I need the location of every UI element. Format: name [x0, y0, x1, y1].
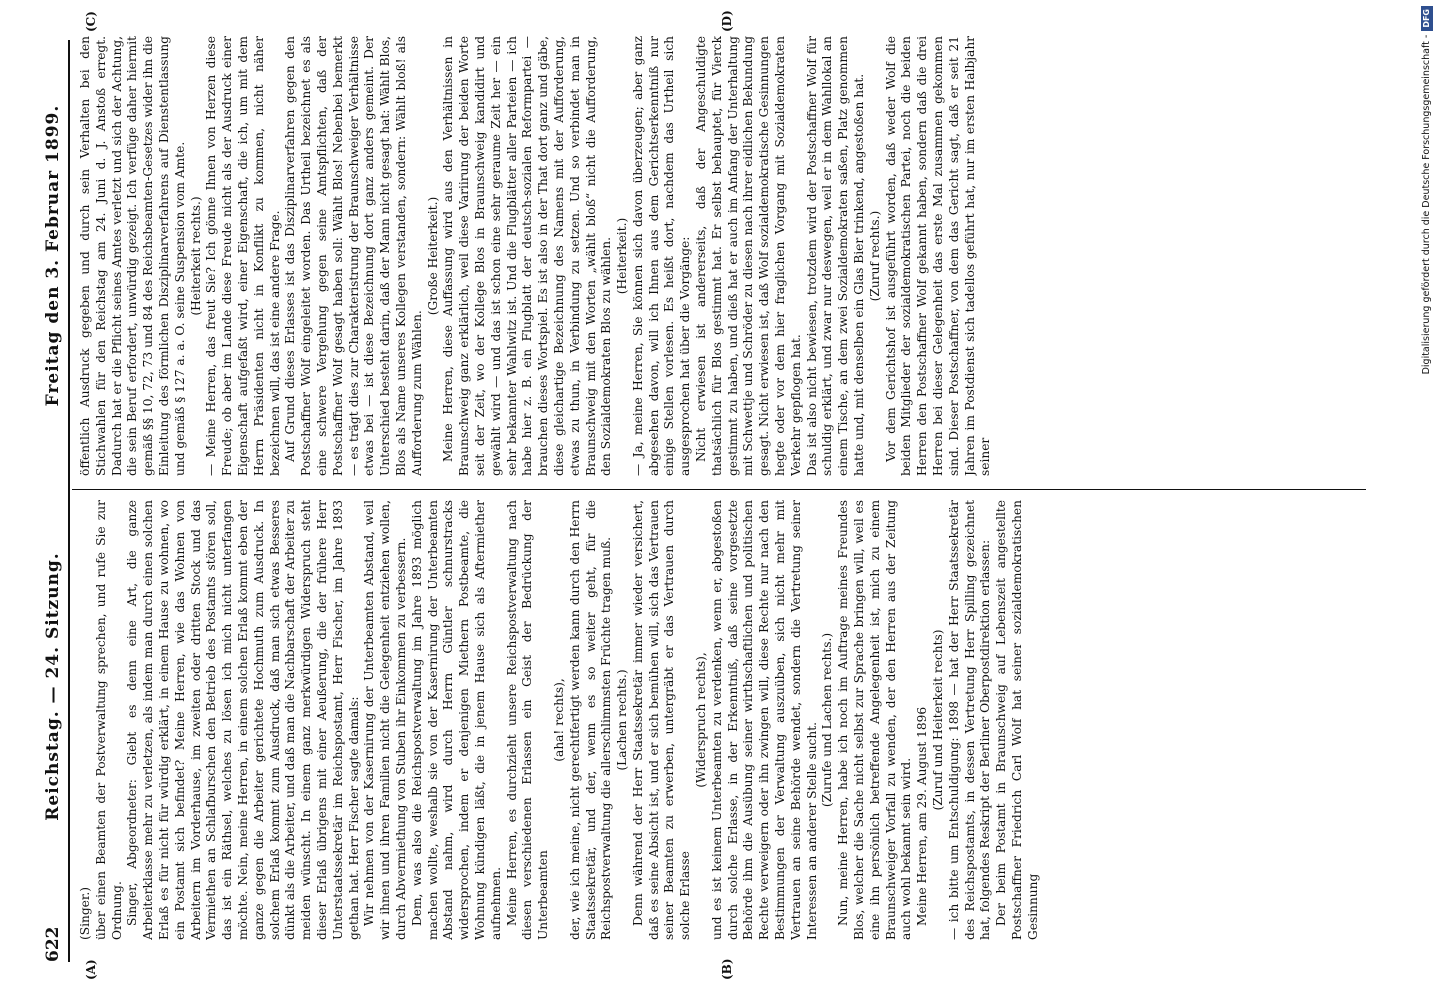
- right-column: [78, 36, 1366, 476]
- dfg-logo: DFG: [1421, 6, 1433, 31]
- paragraph: Nun, meine Herren, habe ich noch im Auftrage meines Freundes Blos, welcher die Sache nicht selbst zur Sprache bringen will, weil es eine ihn persönlich betreffende Angelegenheit ist, mich zu einem Braunschweiger Vorfall zu wenden, der den Herren aus der Zeitung auch wohl bekannt sein wird.: [836, 500, 914, 940]
- marker-c: (C): [84, 11, 98, 32]
- paragraph: der, wie ich meine, nicht gerechtfertigt werden kann durch den Herrn Staatssekretär, und der, wenn es so weiter geht, für die Reichspostverwaltung die allerschlimmsten Früchte tragen muß.: [567, 500, 614, 940]
- interjection: (Lachen rechts.): [615, 669, 630, 771]
- marker-a: (A): [84, 959, 98, 980]
- paragraph: — ich bitte um Entschuldigung: 1898 — hat der Herr Staatssekretär des Reichspostamts, in dessen Vertretung Herr Spilling gezeichnet hat, folgendes Reskript der Berliner Oberpostdirektion erlassen:: [946, 500, 993, 940]
- paragraph: Singer, Abgeordneter: Giebt es denn eine Art, die ganze Arbeiterklasse mehr zu verletzen, als indem man durch einen solchen Erlaß es für nicht für würdig erklärt, in einem Hause zu wohnen, wo ein Postamt sich befindet? Meine Herren, wie das Wohnen von Arbeitern im Vorderhause, im zweiten oder dritten Stock und das Vermiethen an Schlafburschen den Betrieb des Postamts stören soll, das ist ein Räthsel, welches zu lösen ich mich nicht unterfangen möchte. Nein, meine Herren, in einem solchen Erlaß kommt eben der ganze gegen die Arbeiter gerichtete Hochmuth zum Ausdruck. In solchem Erlaß kommt zum Ausdruck, daß man sich etwas Besseres dünkt als die Arbeiter, und daß man die Nachbarschaft der Arbeiter zu meiden wünscht. In einem ganz merkwürdigen Widerspruch steht dieser Erlaß übrigens mit einer Aeußerung, die der frühere Herr Unterstaatssekretär im Reichspostamt, Herr Fischer, im Jahre 1893 gethan hat. Herr Fischer sagte damals:: [125, 500, 361, 940]
- marker-b: (B): [720, 958, 734, 980]
- interjection: (Zuruf rechts.): [867, 210, 882, 302]
- interjection: (Heiterkeit rechts.): [188, 196, 203, 316]
- credit-text: Digitalisierung gefördert durch die Deutsche Forschungsgemeinschaft -: [1421, 34, 1432, 375]
- interjection: (Zuruf und Heiterkeit rechts): [931, 629, 946, 811]
- paragraph: Meine Herren, diese Auffassung wird aus den Verhältnissen in Braunschweig ganz erklärlich, weil diese Variirung der beiden Worte seit der Zeit, wo der Kollege Blos in Braunschweig kandidirt und gewählt wird — und das ist schon eine sehr geraume Zeit her — ein sehr bekannter Wahlwitz ist. Und die Flugblätter aller Parteien — ich habe hier z. B. ein Flugblatt der deutsch-sozialen Reformpartei — brauchen dieses Wortspiel. Es ist also in der That dort ganz und gäbe, diese gleichartige Bezeichnung des Namens mit der Aufforderung, etwas zu thun, in Verbindung zu setzen. Und so verbindet man in Braunschweig mit den Worten „wählt bloß“ nicht die Aufforderung, den Sozialdemokraten Blos zu wählen.: [441, 36, 614, 476]
- page-number: 622: [43, 926, 63, 962]
- header-rule: [68, 40, 70, 962]
- digitization-credit: [1420, 0, 1434, 1000]
- interjection: (Widerspruch rechts),: [694, 652, 709, 788]
- marker-d: (D): [720, 10, 734, 32]
- paragraph: Auf Grund dieses Erlasses ist das Disziplinarverfahren gegen den Postschaffner Wolf eingeleitet worden. Das Urtheil bezeichnet es als eine schwere Vergehung gegen seine Amtspflichten, daß der Postschaffner Wolf gesagt haben soll: Wählt Blos! Nebenbei bemerkt — es trägt dies zur Charakteristrung der Braunschweiger Verhältnisse etwas bei — ist diese Bezeichnung dort ganz anders gemeint. Der Unterschied besteht darin, daß der Mann nicht gesagt hat: Wählt Blos, Blos als Name unseres Kollegen verstanden, sondern: Wählt bloß! als Aufforderung zum Wählen.: [283, 36, 424, 476]
- page-header: [40, 40, 66, 962]
- paragraph: — Meine Herren, das freut Sie? Ich gönne Ihnen von Herzen diese Freude; ob aber im Lande diese Freude nicht als der Ausdruck einer Eigenschaft aufgefaßt wird, einer Eigenschaft, die ich, um mit dem Herrn Präsidenten nicht in Konflikt zu kommen, nicht näher bezeichnen will, das ist eine andere Frage.: [204, 36, 282, 476]
- quote: Wir nehmen von der Kasernirung der Unterbeamten Abstand, weil wir ihnen und ihren Familien nicht die Gelegenheit entziehen wollen, durch Abvermiethung von Stuben ihr Einkommen zu verbessern.: [362, 500, 408, 940]
- paragraph: Vor dem Gerichtshof ist ausgeführt worden, daß weder Wolf die beiden Mitglieder der sozialdemokratischen Partei, noch die beiden Herren den Postschaffner Wolf gekannt haben, sondern daß die drei Herren bei dieser Gelegenheit das erste Mal zusammen gekommen sind. Dieser Postschaffner, von dem das Gericht sagt, daß er seit 21 Jahren im Postdienst sich tadellos geführt hat, nur im ersten Halbjahr seiner: [883, 36, 993, 476]
- paragraph: Denn während der Herr Staatssekretär immer wieder versichert, daß es seine Absicht ist, und er sich bemühen will, sich das Vertrauen seiner Beamten zu erwerben, untergräbt er das Vertrauen durch solche Erlasse: [630, 500, 693, 940]
- paragraph: Das ist also nicht bewiesen, trotzdem wird der Postschaffner Wolf für schuldig erklärt, und zwar nur deswegen, weil er in dem Wahllokal an einem Tische, an dem zwei Sozialdemokraten saßen, Platz genommen hatte und, mit denselben ein Glas Bier trinkend, angestoßen hat.: [804, 36, 867, 476]
- quote: öffentlich Ausdruck gegeben und durch sein Verhalten bei den Stichwahlen für den Reichstag am 24. Juni d. J. Anstoß erregt. Dadurch hat er die Pflicht seines Amtes verletzt und sich der Achtung, die sein Beruf erfordert, unwürdig gezeigt. Ich verfüge daher hiermit gemäß §§ 10, 72, 73 und 84 des Reichsbeamten-Gesetzes wider ihn die Einleitung des förmlichen Disziplinarverfahrens auf Dienstentlassung und gemäß § 127 a. a. O. seine Suspension vom Amte.: [78, 36, 187, 476]
- digitization-sidebar: [1420, 0, 1434, 1000]
- page-date: Freitag den 3. Februar 1899.: [43, 104, 63, 407]
- interjection: (Große Heiterkeit.): [425, 196, 440, 316]
- quote: Nicht erwiesen ist andererseits, daß der Angeschuldigte thatsächlich für Blos gestimmt hat. Er selbst behauptet, für Vierck gestimmt zu haben, und dieß hat er auch im Anfang der Unterhaltung mit Schwettje und Schröder zu diesen nach ihrer eidlichen Bekundung gesagt. Nicht erwiesen ist, daß Wolf sozialdemokratische Gesinnungen hegte oder vor dem hier fraglichen Vorgang mit Sozialdemokraten Verkehr gepflogen hat.: [694, 36, 803, 476]
- interjection: (aha! rechts),: [551, 678, 566, 762]
- page-title: Reichstag. — 24. Sitzung.: [43, 552, 63, 821]
- interjection: (Zurufe und Lachen rechts.): [820, 632, 835, 808]
- paragraph: Meine Herren, es durchzieht unsere Reichspostverwaltung nach diesen verschiedenen Erlassen ein Geist der Bedrückung der Unterbeamten: [504, 500, 551, 940]
- interjection: (Heiterkeit.): [615, 217, 630, 295]
- paragraph: Dem, was also die Reichspostverwaltung im Jahre 1893 möglich machen wollte, weshalb sie von der Kasernirung der Unterbeamten Abstand nahm, wird durch Herrn Güntler schnurstracks widersprochen, indem er denjenigen Miethern Postbeamte, die Wohnung kündigen läßt, die in jenem Hause sich als Aftermiether aufnehmen.: [409, 500, 503, 940]
- paragraph: — Ja, meine Herren, Sie können sich davon überzeugen; aber ganz abgesehen davon, will ich Ihnen aus dem Gerichtserkenntniß nur einige Stellen vorlesen. Es heißt dort, nachdem das Urtheil sich ausgesprochen hat über die Vorgänge:: [630, 36, 693, 476]
- paragraph: über einen Beamten der Postverwaltung sprechen, und rufe Sie zur Ordnung.: [93, 500, 124, 940]
- speaker-label: (Singer.): [78, 887, 92, 940]
- paragraph: Meine Herren, am 29. August 1896: [915, 706, 930, 926]
- paragraph: und es ist keinem Unterbeamten zu verdenken, wenn er, abgestoßen durch solche Erlasse, in der Erkenntniß, daß seine vorgesetzte Behörde ihm die Ausübung seiner wirthschaftlichen und politischen Rechte verweigern oder ihn zwingen will, diese Rechte nur nach den Bestimmungen der Verwaltung auszuüben, sich nicht mehr mit Vertrauen an seine Behörde wendet, sondern die Vertretung seiner Interessen an anderer Stelle sucht.: [709, 500, 819, 940]
- column-rule: [72, 489, 1366, 490]
- left-column: [78, 500, 1366, 940]
- quote: Der beim Postamt in Braunschweig auf Lebenszeit angestellte Postschaffner Friedrich Carl Wolf hat seiner sozialdemokratischen Gesinnung: [994, 500, 1040, 940]
